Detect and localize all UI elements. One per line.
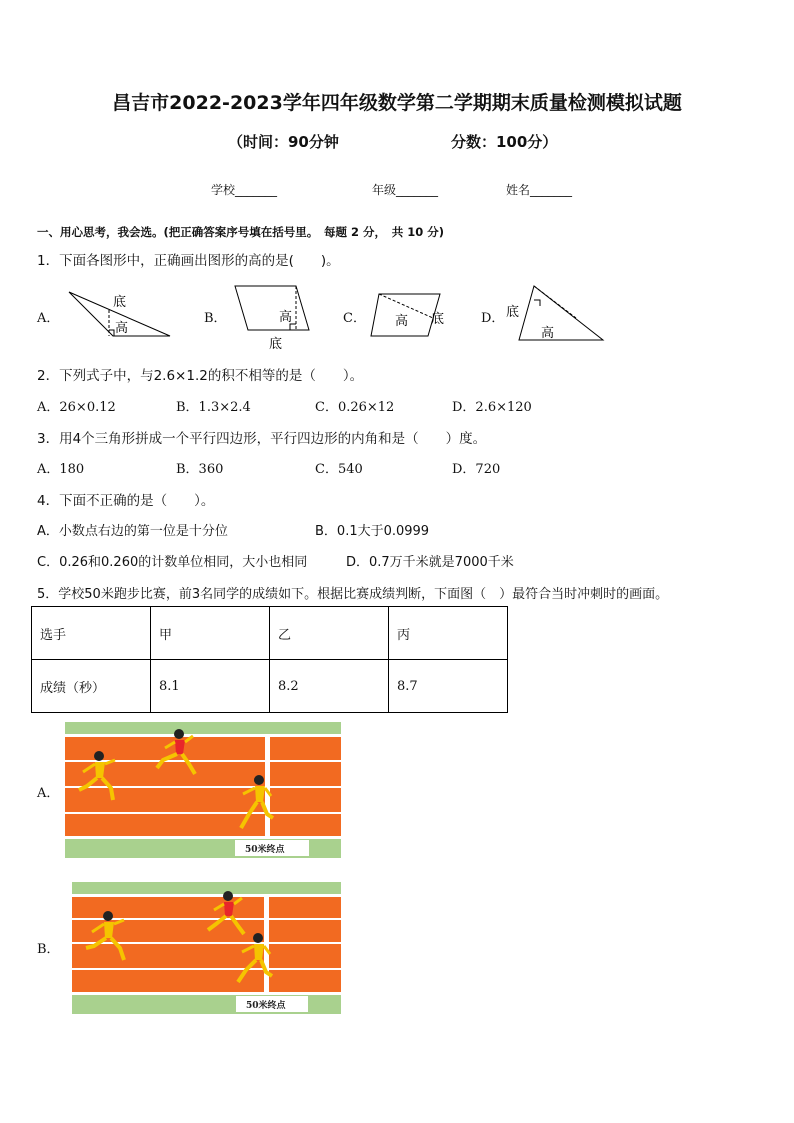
figure-c-di-label: 底 — [431, 312, 445, 327]
question-4: 4．下面不正确的是（ ）。 — [37, 493, 215, 509]
page-title: 昌吉市2022-2023学年四年级数学第二学期期末质量检测模拟试题 — [112, 92, 682, 114]
table-cell: 8.2 — [270, 660, 389, 713]
table-cell: 乙 — [270, 607, 389, 660]
table-row — [32, 660, 508, 713]
figure-b-di-label: 底 — [269, 337, 283, 352]
q3-option-b: B．360 — [176, 462, 224, 477]
figure-a-di-label: 底 — [113, 295, 127, 310]
q5-label-a: A． — [37, 786, 60, 801]
q1-label-d: D． — [481, 311, 505, 326]
q1-label-b: B． — [204, 311, 227, 326]
q2-option-d: D．2.6×120 — [452, 400, 532, 415]
exam-time: （时间：90分钟 — [228, 133, 339, 151]
q2-option-b: B．1.3×2.4 — [176, 400, 251, 415]
question-2: 2．下列式子中，与2.6×1.2的积不相等的是（ ）。 — [37, 368, 364, 384]
table-cell: 8.7 — [389, 660, 508, 713]
q2-option-c: C．0.26×12 — [315, 400, 395, 415]
table-cell: 甲 — [151, 607, 270, 660]
finish-line-label-a: 50米终点 — [245, 845, 285, 855]
q5-label-b: B． — [37, 942, 60, 957]
figure-d-gao-label: 高 — [541, 326, 555, 341]
section-heading: 一、用心思考，我会选。(把正确答案序号填在括号里。 每题 2 分， 共 10 分) — [37, 225, 445, 239]
table-header-row — [32, 607, 508, 660]
q3-option-d: D．720 — [452, 462, 501, 477]
q3-option-c: C．540 — [315, 462, 363, 477]
q3-option-a: A．180 — [37, 462, 85, 477]
q1-label-a: A． — [37, 311, 60, 326]
figure-d-triangle — [504, 284, 606, 344]
figure-b-parallelogram — [232, 284, 314, 352]
q1-label-c: C． — [343, 311, 366, 326]
school-field: 学校_______ — [211, 183, 278, 197]
q2-option-a: A．26×0.12 — [37, 400, 116, 415]
table-cell: 选手 — [32, 607, 151, 660]
figure-c-gao-label: 高 — [395, 314, 409, 329]
figure-a-gao-label: 高 — [115, 321, 129, 336]
figure-d-di-label: 底 — [506, 305, 520, 320]
track-picture-a — [65, 722, 341, 858]
exam-score: 分数：100分） — [451, 133, 558, 151]
track-picture-b — [72, 882, 341, 1014]
table-cell: 8.1 — [151, 660, 270, 713]
results-table — [31, 606, 508, 713]
q4-option-a: A．小数点右边的第一位是十分位 — [37, 524, 228, 539]
table-cell: 成绩（秒） — [32, 660, 151, 713]
figure-a-triangle — [65, 288, 175, 340]
finish-line-label-b: 50米终点 — [246, 1001, 286, 1011]
name-field: 姓名_______ — [506, 183, 573, 197]
grade-field: 年级_______ — [372, 183, 439, 197]
figure-b-gao-label: 高 — [279, 310, 293, 325]
question-3: 3．用4个三角形拼成一个平行四边形，平行四边形的内角和是（ ）度。 — [37, 431, 487, 447]
figure-c-parallelogram — [367, 290, 453, 340]
table-cell: 丙 — [389, 607, 508, 660]
question-1: 1．下面各图形中，正确画出图形的高的是( )。 — [37, 253, 340, 269]
q4-option-b: B．0.1大于0.0999 — [315, 524, 430, 539]
q4-option-c: C．0.26和0.260的计数单位相同，大小也相同 — [37, 555, 308, 570]
question-5: 5．学校50米跑步比赛，前3名同学的成绩如下。根据比赛成绩判断，下面图（ ）最符合当时冲刺时的画面。 — [37, 587, 669, 602]
q4-option-d: D．0.7万千米就是7000千米 — [346, 555, 514, 570]
